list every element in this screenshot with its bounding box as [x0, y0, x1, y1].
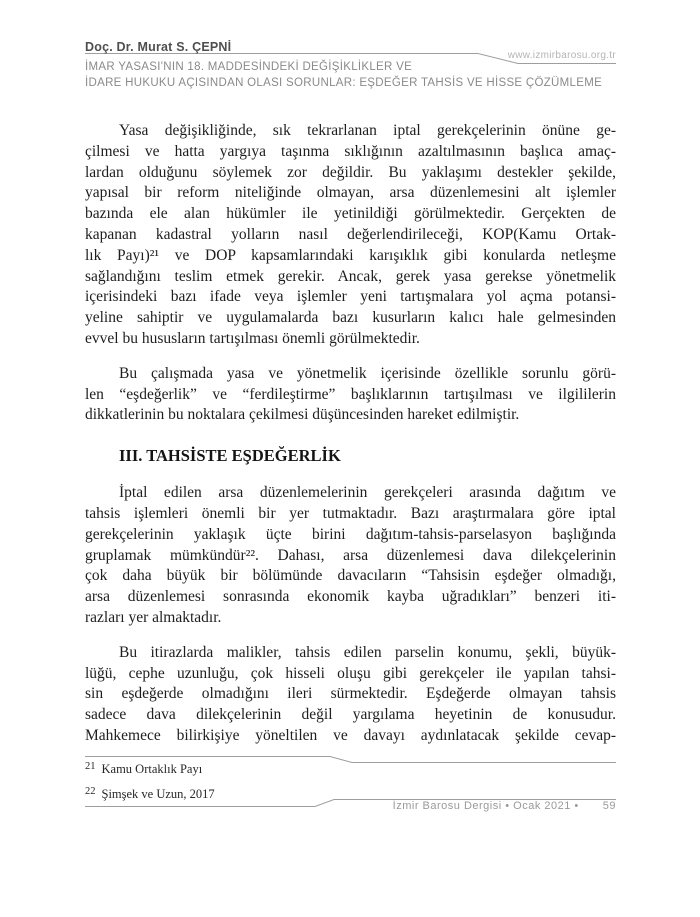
text-line: içerisindeki bazı ifade veya işlemler yeni tartışmalara yol açma potansi-: [85, 288, 616, 306]
text-line: çok daha büyük bir bölümünde davacıların “Tahsisin eşdeğer olmadığı,: [85, 567, 616, 585]
text-line: sağlandığını teslim etmek gerekir. Ancak, gerek yasa gerekse yönetmelik: [85, 267, 616, 285]
text-line: gruplamak mümkündür²². Dahası, arsa düzenlemesi dava dilekçelerinin: [85, 546, 616, 564]
text-line: yeline sahiptir ve uygulamalarda bazı kusurların kalıcı hale gelmesinden: [85, 309, 616, 327]
page-number: 59: [602, 800, 616, 812]
page-footer: [393, 800, 616, 812]
text-line: çilmesi ve hatta yargıya taşınma sıklığının azaltılmasının başlıca amaç-: [85, 142, 616, 160]
text-line: dikkatlerinin bu noktalara çekilmesi düşüncesinden hareket edilmiştir.: [85, 406, 520, 424]
text-line: Mahkemece bilirkişiye yöneltilen ve davayı aydınlatacak şekilde cevap-: [85, 726, 616, 744]
footnote-item: [85, 761, 616, 777]
text-line: tahsis işlemleri önemli bir yer tutmaktadır. Bazı araştırmalara göre iptal: [85, 504, 616, 522]
footnote-text: Şimşek ve Uzun, 2017: [101, 787, 215, 801]
text-line: Yasa değişikliğinde, sık tekrarlanan iptal gerekçelerinin önüne ge-: [119, 122, 616, 139]
text-line: Bu itirazlarda malikler, tahsis edilen parselin konumu, şekli, büyük-: [119, 643, 616, 661]
text-line: lardan olduğunu söylemek zor değildir. Bu yaklaşımı destekler şekilde,: [85, 163, 616, 181]
text-line: yapısal bir reform niteliğinde olmayan, arsa düzenlemesini alt işlemler: [85, 184, 616, 202]
paragraph: [85, 643, 616, 747]
text-line: İptal edilen arsa düzenlemelerinin gerekçeleri arasında dağıtım ve: [119, 484, 616, 502]
text-line: razları yer almaktadır.: [85, 608, 222, 626]
paragraph: [85, 483, 616, 629]
article-title-line1: İMAR YASASI'NIN 18. MADDESİNDEKİ DEĞİŞİKLİKLER VE: [85, 61, 413, 73]
footnote-number: 21: [85, 761, 96, 772]
text-line: kapanan kadastral yolların nasıl değerlendirileceği, KOP(Kamu Ortak-: [85, 225, 616, 243]
text-line: lık Payı)²¹ ve DOP kapsamlarındaki karışıklık gibi konularda netleşme: [85, 246, 616, 264]
text-line: evvel bu hususların tartışılması önemli görülmektedir.: [85, 329, 420, 347]
author-name: Doç. Dr. Murat S. ÇEPNİ: [85, 40, 232, 54]
text-line: gerekçelerinin yaklaşık üçte birini dağıtım-tahsis-parselasyon başlığında: [85, 525, 616, 543]
article-body: [85, 121, 616, 761]
journal-name: İzmir Barosu Dergisi • Ocak 2021 •: [392, 800, 579, 812]
text-line: bazında ele alan hükümler ile yetinildiği görülmektedir. Gerçekten de: [85, 205, 616, 223]
article-title-line2: İDARE HUKUKU AÇISINDAN OLASI SORUNLAR: EŞDEĞER TAHSİS VE HİSSE ÇÖZÜMLEME: [85, 76, 603, 89]
paragraph: [85, 121, 616, 350]
footnote-number: 22: [85, 786, 96, 797]
text-line: sadece dava dilekçelerinin değil yargılama heyetinin de konusudur.: [85, 706, 616, 724]
article-title: [85, 60, 625, 91]
website-url[interactable]: www.izmirbarosu.org.tr: [507, 50, 616, 61]
paragraph: [85, 364, 616, 426]
text-line: Bu çalışmada yasa ve yönetmelik içerisinde özellikle sorunlu görü-: [119, 364, 616, 382]
text-line: len “eşdeğerlik” ve “ferdileştirme” başlıklarının tartışılması ve ilgililerin: [85, 385, 616, 403]
text-line: lüğü, cephe uzunluğu, çok hisseli oluşu gibi gerekçeler ile yapılan tahsi-: [85, 664, 616, 682]
footnote-text: Kamu Ortaklık Payı: [101, 762, 203, 776]
text-line: sin eşdeğerde olmadığını ileri sürmektedir. Eşdeğerde olmayan tahsis: [85, 685, 616, 703]
section-heading: III. TAHSİSTE EŞDEĞERLİK: [119, 446, 341, 466]
text-line: arsa düzenlemesi sonrasında ekonomik kayba uğradıkları” benzeri iti-: [85, 588, 616, 606]
